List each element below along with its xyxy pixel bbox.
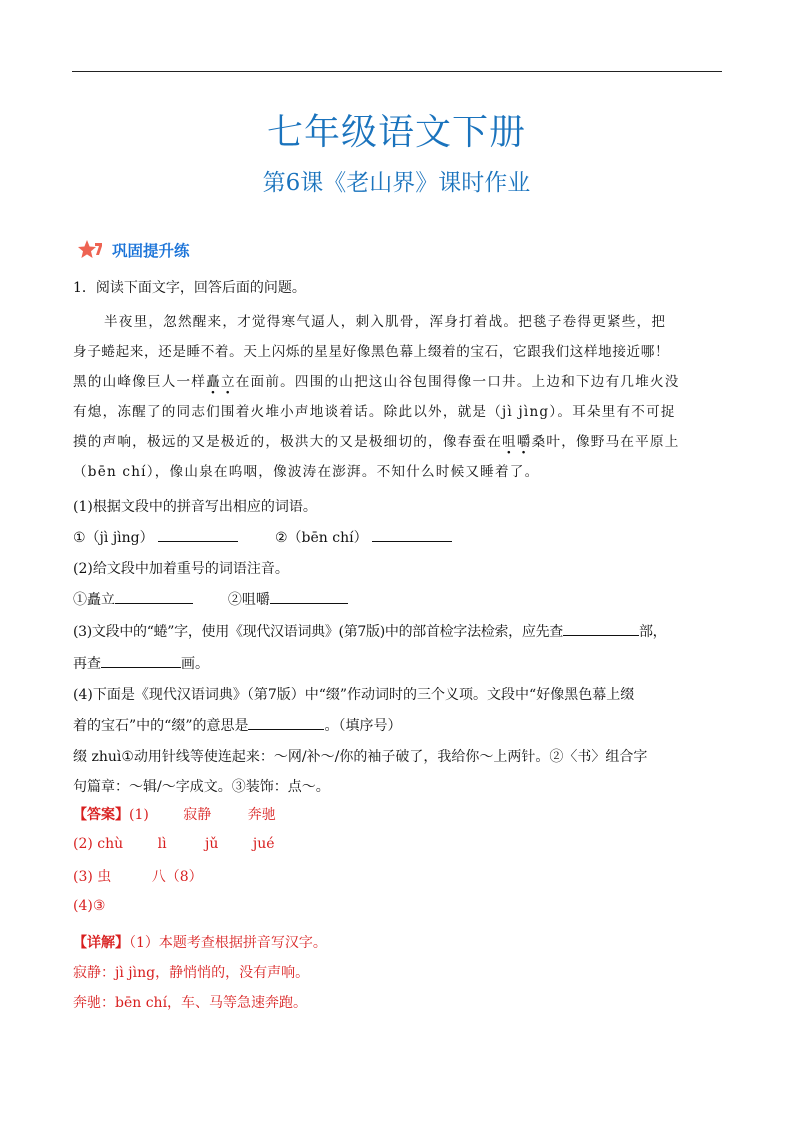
answer-line <box>73 836 275 852</box>
subquestion-line <box>73 715 401 736</box>
answer-line: (4)③ <box>73 898 106 914</box>
passage-text: 在面前。四围的山把这山谷包围得像一口井。上边和下边有几堆火没 <box>235 374 680 390</box>
section-label: 巩固提升练 <box>110 239 194 261</box>
explanation-line: 奔驰：bēn chí，车、马等急速奔跑。 <box>73 995 308 1011</box>
answer-blank[interactable] <box>158 527 238 542</box>
answer-line <box>73 804 276 824</box>
subquestion-text: (3)文段中的“蜷”字，使用《现代汉语词典》(第7版)中的部首检字法检索，应先查 <box>73 624 563 640</box>
answer-blank[interactable] <box>101 653 181 668</box>
section-heading <box>78 238 194 262</box>
answer-value: lì <box>157 836 167 852</box>
subquestion-line <box>73 653 209 674</box>
passage-line <box>73 432 680 452</box>
answer-value: chù <box>97 836 124 852</box>
answer-value: 虫 <box>97 869 112 885</box>
explanation-line: 寂静：jì jìng，静悄悄的，没有声响。 <box>73 965 310 981</box>
star-icon <box>78 239 104 261</box>
item-label: ①（jì jìng） <box>73 530 154 546</box>
subquestion-text: 画。 <box>181 656 209 672</box>
subquestion-items <box>73 527 452 548</box>
passage-text: 摸的声响，极远的又是极近的，极洪大的又是极细切的，像春蚕在 <box>73 434 503 450</box>
answer-blank[interactable] <box>563 621 639 636</box>
dictionary-definition: 句篇章：～辑/～字成文。③装饰：点～。 <box>73 779 330 795</box>
passage-line <box>73 372 680 392</box>
subquestion-text: 着的宝石”中的“缀”的意思是 <box>73 718 249 734</box>
answer-num: (2) <box>73 836 93 852</box>
answer-value: 奔驰 <box>247 807 276 823</box>
page-title: 七年级语文下册 <box>266 112 526 153</box>
item-label: ①矗立 <box>73 592 115 608</box>
answer-label: 【答案】 <box>73 807 129 823</box>
emphasized-char: 矗 <box>206 374 221 390</box>
item-label: ②（bēn chí） <box>274 530 368 546</box>
passage-line: 有熄，冻醒了的同志们围着火堆小声地谈着话。除此以外，就是（jì jìng）。耳朵里有不可捉 <box>73 404 676 420</box>
subquestion-text: 。（填序号） <box>324 718 402 734</box>
dictionary-definition: 缀 zhuì①动用针线等使连起来：～网/补～/你的袖子破了，我给你～上两针。②〈书〉组合字 <box>73 749 648 765</box>
question-stem: 1．阅读下面文字，回答后面的问题。 <box>73 280 306 296</box>
subquestion-text: 再查 <box>73 656 101 672</box>
item-label: ②咀嚼 <box>227 592 270 608</box>
passage-text: 黑的山峰像巨人一样 <box>73 374 207 390</box>
answer-blank[interactable] <box>115 589 193 604</box>
answer-blank[interactable] <box>270 589 348 604</box>
answer-blank[interactable] <box>248 715 324 730</box>
subquestion-text: 部， <box>638 624 667 640</box>
answer-line <box>73 866 203 886</box>
answer-value: 寂静 <box>183 807 212 823</box>
page-subtitle: 第6课《老山界》课时作业 <box>262 170 531 196</box>
subquestion-line <box>73 621 666 642</box>
passage-line: （bēn chí），像山泉在呜咽，像波涛在澎湃。不知什么时候又睡着了。 <box>73 464 540 480</box>
answer-num: (3) <box>73 869 93 885</box>
subquestion-items <box>73 589 348 610</box>
explanation-label: 【详解】 <box>73 935 129 951</box>
emphasized-char: 嚼 <box>516 434 532 450</box>
passage-text: 桑叶，像野马在平原上 <box>531 434 680 450</box>
answer-value: jǔ <box>205 836 219 852</box>
answer-num: (1) <box>129 807 149 823</box>
passage-line: 身子蜷起来，还是睡不着。天上闪烁的星星好像黑色幕上缀着的宝石，它跟我们这样地接近哪！ <box>73 344 670 360</box>
subquestion-prompt: (1)根据文段中的拼音写出相应的词语。 <box>73 499 317 515</box>
subquestion-prompt: (2)给文段中加着重号的词语注音。 <box>73 561 289 577</box>
header-rule <box>72 71 722 72</box>
answer-value: 八（8） <box>151 869 203 885</box>
explanation-text: （1）本题考查根据拼音写汉字。 <box>129 935 327 951</box>
emphasized-char: 咀 <box>502 434 517 450</box>
answer-blank[interactable] <box>372 527 452 542</box>
emphasized-char: 立 <box>220 374 236 390</box>
subquestion-line: (4)下面是《现代汉语词典》（第7版）中“缀”作动词时的三个义项。文段中“好像黑色幕上缀 <box>73 687 635 703</box>
explanation-line <box>73 932 327 952</box>
answer-value: jué <box>252 836 275 852</box>
passage-line: 半夜里，忽然醒来，才觉得寒气逼人，刺入肌骨，浑身打着战。把毯子卷得更紧些，把 <box>104 314 667 330</box>
